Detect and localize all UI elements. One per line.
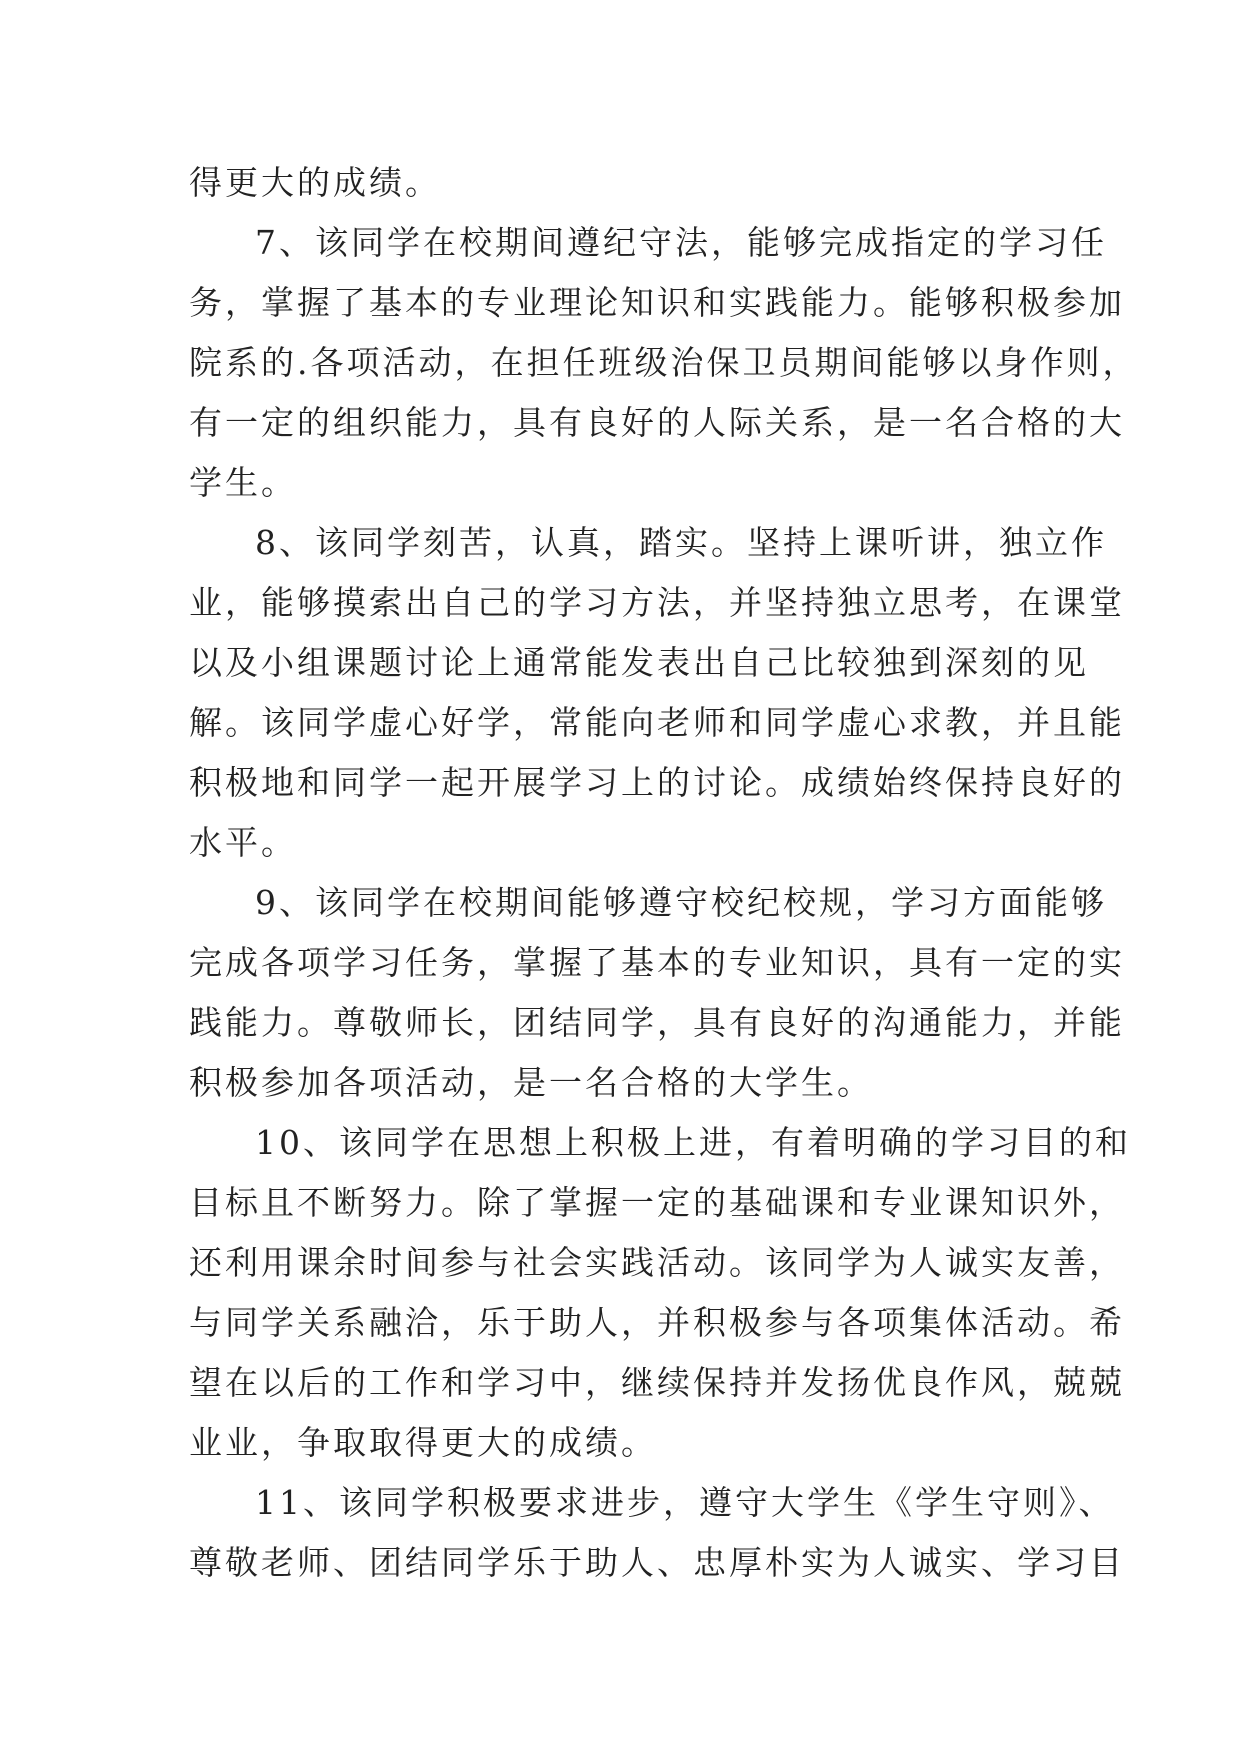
text-line: 7、该同学在校期间遵纪守法，能够完成指定的学习任: [255, 223, 1107, 262]
text-line: 学生。: [189, 463, 297, 502]
text-line: 院系的.各项活动，在担任班级治保卫员期间能够以身作则，: [189, 343, 1139, 382]
text-line: 积极地和同学一起开展学习上的讨论。成绩始终保持良好的: [189, 763, 1125, 802]
text-line: 得更大的成绩。: [189, 163, 441, 202]
text-line: 望在以后的工作和学习中，继续保持并发扬优良作风，兢兢: [189, 1363, 1125, 1402]
text-line: 尊敬老师、团结同学乐于助人、忠厚朴实为人诚实、学习目: [189, 1543, 1125, 1582]
text-line: 业，能够摸索出自己的学习方法，并坚持独立思考，在课堂: [189, 583, 1125, 622]
text-line: 10、该同学在思想上积极上进，有着明确的学习目的和: [255, 1123, 1131, 1162]
text-line: 完成各项学习任务，掌握了基本的专业知识，具有一定的实: [189, 943, 1125, 982]
text-line: 践能力。尊敬师长，团结同学，具有良好的沟通能力，并能: [189, 1003, 1125, 1042]
text-line: 以及小组课题讨论上通常能发表出自己比较独到深刻的见: [189, 643, 1089, 682]
text-line: 积极参加各项活动，是一名合格的大学生。: [189, 1063, 873, 1102]
text-line: 11、该同学积极要求进步，遵守大学生《学生守则》、: [255, 1483, 1115, 1522]
text-line: 还利用课余时间参与社会实践活动。该同学为人诚实友善，: [189, 1243, 1125, 1282]
text-line: 业业，争取取得更大的成绩。: [189, 1423, 657, 1462]
text-line: 9、该同学在校期间能够遵守校纪校规，学习方面能够: [255, 883, 1107, 922]
text-line: 目标且不断努力。除了掌握一定的基础课和专业课知识外，: [189, 1183, 1125, 1222]
text-line: 8、该同学刻苦，认真，踏实。坚持上课听讲，独立作: [255, 523, 1107, 562]
text-line: 务，掌握了基本的专业理论知识和实践能力。能够积极参加: [189, 283, 1125, 322]
text-line: 水平。: [189, 823, 297, 862]
text-line: 有一定的组织能力，具有良好的人际关系，是一名合格的大: [189, 403, 1125, 442]
text-line: 与同学关系融洽，乐于助人，并积极参与各项集体活动。希: [189, 1303, 1125, 1342]
text-line: 解。该同学虚心好学，常能向老师和同学虚心求教，并且能: [189, 703, 1125, 742]
